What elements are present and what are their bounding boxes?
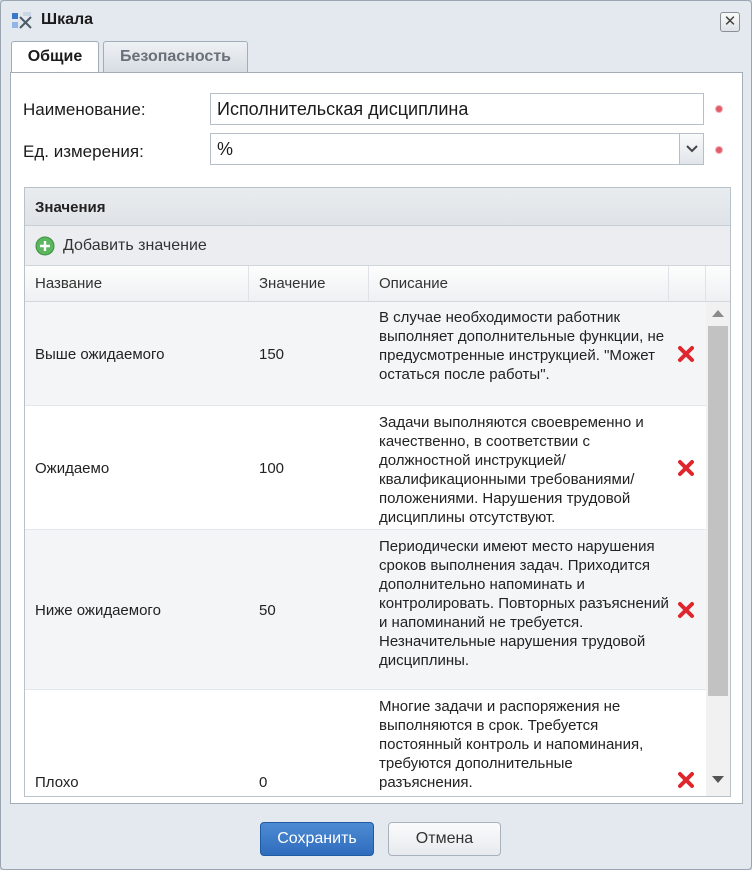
row-description: Многие задачи и распоряжения не выполняются в срок. Требуется постоянный контроль и напоминания, требуются дополнительные разъяснения. xyxy=(379,698,644,791)
row-value: 0 xyxy=(259,774,268,791)
table-row[interactable] xyxy=(25,302,706,406)
values-grid xyxy=(24,187,731,797)
scrollbar-thumb[interactable] xyxy=(708,326,728,696)
table-row[interactable] xyxy=(25,406,706,530)
scroll-up-icon[interactable] xyxy=(712,310,724,317)
name-field-value: Исполнительская дисциплина xyxy=(217,99,469,119)
row-value: 150 xyxy=(259,346,285,363)
unit-label: Ед. измерения: xyxy=(23,142,144,161)
add-value-button[interactable]: Добавить значение xyxy=(63,237,207,254)
red-x-icon[interactable] xyxy=(677,345,695,363)
row-description: Задачи выполняются своевременно и качественно, в соответствии с должностной инструкцией/ квалификационными требованиями/ положениями. Нарушения трудовой дисциплины отсутствуют. xyxy=(379,414,644,526)
unit-dropdown-button[interactable] xyxy=(679,134,703,164)
column-header-description[interactable]: Описание xyxy=(369,266,669,301)
row-description: Периодически имеют место нарушения сроков выполнения задач. Приходится дополнительно напоминать и контролировать. Повторных разъяснений и напоминаний не требуется. Незначительные нарушения трудовой дисциплины. xyxy=(379,538,669,669)
tab-general[interactable]: Общие xyxy=(11,41,99,72)
close-icon: ✕ xyxy=(723,13,737,30)
grid-scrollbar[interactable] xyxy=(706,302,730,797)
name-label: Наименование: xyxy=(23,100,146,119)
tab-bar xyxy=(9,41,743,72)
window-title: Шкала xyxy=(41,11,94,28)
column-header-name[interactable]: Название xyxy=(25,266,249,301)
close-button[interactable] xyxy=(720,12,740,32)
plus-circle-icon[interactable] xyxy=(35,236,55,256)
scroll-down-icon[interactable] xyxy=(712,776,724,783)
row-name: Выше ожидаемого xyxy=(35,346,165,363)
required-indicator xyxy=(715,146,723,154)
grid-header xyxy=(25,266,730,302)
red-x-icon[interactable] xyxy=(677,601,695,619)
grid-toolbar xyxy=(25,226,730,266)
chevron-down-icon xyxy=(686,145,698,153)
table-row[interactable] xyxy=(25,690,706,797)
unit-combobox[interactable] xyxy=(210,133,704,165)
column-header-actions xyxy=(669,266,706,301)
table-row[interactable] xyxy=(25,530,706,690)
row-description: В случае необходимости работник выполняет дополнительные функции, не предусмотренные инструкцией. "Может остаться после работы". xyxy=(379,309,665,383)
scale-window-icon xyxy=(11,11,33,31)
tab-security[interactable]: Безопасность xyxy=(103,41,248,72)
red-x-icon[interactable] xyxy=(677,771,695,789)
grid-title: Значения xyxy=(25,188,730,226)
title-bar[interactable] xyxy=(1,1,751,41)
required-indicator xyxy=(715,105,723,113)
name-field[interactable] xyxy=(210,93,704,125)
save-button[interactable]: Сохранить xyxy=(260,822,374,856)
general-panel xyxy=(10,72,743,804)
row-name: Плохо xyxy=(35,774,79,791)
column-header-value[interactable]: Значение xyxy=(249,266,369,301)
cancel-button[interactable]: Отмена xyxy=(388,822,501,856)
row-name: Ожидаемо xyxy=(35,460,110,477)
red-x-icon[interactable] xyxy=(677,459,695,477)
unit-combobox-value: % xyxy=(217,139,234,159)
grid-body xyxy=(25,302,706,797)
row-value: 50 xyxy=(259,602,276,619)
row-value: 100 xyxy=(259,460,285,477)
row-name: Ниже ожидаемого xyxy=(35,602,161,619)
